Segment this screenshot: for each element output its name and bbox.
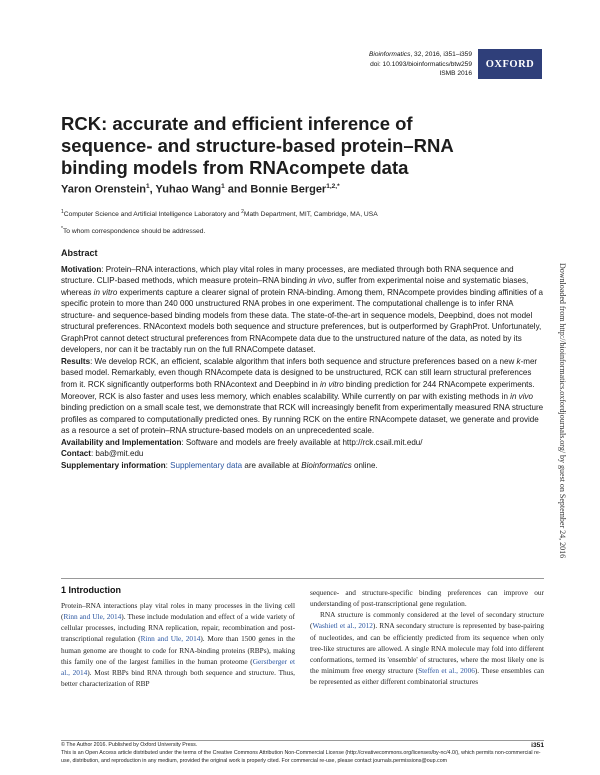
author-separator: and: [224, 183, 251, 196]
citation-link[interactable]: Rinn and Ule, 2014: [63, 612, 122, 622]
author-affiliation-mark: 1,2,*: [326, 183, 340, 190]
abstract-results: Results: We develop RCK, an efficient, scalable algorithm that infers both sequence and structure preferences based on a new k-mer based model. Remarkably, even though RNAcompete data is designed to be unstructured, RCK can still learn structural preferences from it. RCK significantly outperforms both RNAcontext and Deepbind in in vitro binding prediction for 244 RNAcompete experiments. Moreover, RCK is also faster and uses less memory, which enables scalability. While currently on par with existing methods in in vivo binding prediction on a small scale test, we demonstrate that RCK will increasingly benefit from experimentally measured RNA structure profiles as compared to computationally predicted ones. By running RCK on the entire RNAcompete dataset, we generate and provide as a resource a set of protein–RNA structure-based models on an unprecedented scale.: [61, 356, 544, 436]
body-column-left: [61, 600, 295, 689]
author-name: Yuhao Wang: [155, 183, 222, 196]
abstract-contact: Contact: bab@mit.edu: [61, 449, 144, 459]
abstract-motivation: Motivation: Protein–RNA interactions, which play vital roles in many processes, are mediated through both RNA sequence and structure. CLIP-based methods, which measure protein–RNA binding in vivo, suffer from experimental noise and systematic biases, whereas in vitro experiments capture a clearer signal of protein RNA-binding. Among them, RNAcompete provides binding affinities of a specific protein to more than 240 000 unstructured RNA probes in one experiment. The computational challenge is to infer RNA structure- and sequence-based binding models from these data. The state-of-the-art in sequence models, Deepbind, does not model structural preferences. RNAcontext models both sequence and structure preferences, but is outperformed by GraphProt. Unfortunately, GraphProt cannot detect structural preferences from RNAcompete data due to the unstructured nature of the data, as noted by its developers, nor can it be tractably run on the full RNACompete dataset.: [61, 264, 544, 355]
section-heading: 1 Introduction: [61, 585, 121, 595]
citation: Bioinformatics, 32, 2016, i351–i359: [368, 51, 472, 58]
section-divider: [61, 578, 544, 579]
author-list: [61, 183, 340, 196]
affiliation-text: Computer Science and Artificial Intelligence Laboratory and: [63, 211, 242, 219]
abstract-supplementary: Supplementary information: Supplementary data are available at Bioinformatics online.: [61, 460, 378, 470]
correspondence-mark: *: [61, 226, 63, 232]
affiliation-mark: 2: [241, 209, 244, 215]
abstract-heading: Abstract: [61, 248, 98, 258]
page-title: RCK: accurate and efficient inference of sequence- and structure-based protein–RNA binding models from RNAcompete data: [61, 113, 454, 178]
citation-link[interactable]: Steffen et al., 2006: [418, 666, 475, 676]
supplementary-data-link[interactable]: Supplementary data: [170, 460, 243, 470]
body-column-right: [310, 587, 544, 687]
journal-info: [272, 50, 472, 79]
citation-link[interactable]: Rinn and Ule, 2014: [140, 634, 201, 644]
author-affiliation-mark: 1: [145, 183, 150, 190]
affiliation: [61, 209, 378, 218]
author-separator: ,: [149, 183, 156, 196]
abstract-availability: Availability and Implementation: Software and models are freely available at http://rck.csail.mit.edu/: [61, 437, 423, 447]
body-paragraph: sequence- and structure-specific binding preferences can improve our understanding of post-transcriptional gene regulation.: [310, 588, 544, 609]
author-name: Bonnie Berger: [250, 183, 327, 196]
correspondence-text: To whom correspondence should be addressed.: [62, 228, 206, 236]
meeting: ISMB 2016: [439, 70, 472, 78]
citation-link[interactable]: Washietl et al., 2012: [312, 621, 373, 631]
body-paragraph: RNA structure is commonly considered at the level of secondary structure (Washietl et al., 2012). RNA secondary structure is represented by base-pairing of nucleotides, and can be efficiently predicted from its sequence when only tree-like structures are allowed. A single RNA molecule may fold into different conformations, termed its 'ensemble' of structures, where the most likely one is the minimum free energy structure (Steffen et al., 2006). These ensembles can be represented as either different combinatorial structures: [310, 610, 545, 687]
oxford-logo: OXFORD: [478, 49, 542, 79]
page-number: i351: [531, 742, 544, 749]
author-name: Yaron Orenstein: [61, 183, 146, 196]
abstract: [61, 248, 544, 471]
license-text: This is an Open Access article distributed under the terms of the Creative Commons Attribution Non-Commercial License (http://creativecommons.org/licenses/by-nc/4.0/), which permits non-commercial re-use, distribution, and reproduction in any medium, provided the original work is properly cited. For commercial re-use, please contact journals.permissions@oup.com: [61, 749, 541, 764]
footer-divider: [61, 740, 544, 741]
author-affiliation-mark: 1: [221, 183, 225, 190]
affiliation-text: Math Department, MIT, Cambridge, MA, USA: [243, 211, 378, 219]
copyright-text: © The Author 2016. Published by Oxford University Press.: [61, 742, 198, 748]
doi: doi: 10.1093/bioinformatics/btw259: [370, 60, 472, 68]
affiliation-mark: 1: [61, 209, 64, 215]
download-watermark: Downloaded from http://bioinformatics.oxfordjournals.org/ by guest on September 24, 2016: [558, 263, 567, 559]
body-paragraph: Protein–RNA interactions play vital roles in many processes in the living cell (Rinn and Ule, 2014). These include modulation and effect of a wide variety of cellular processes, including RNA replication, repair, recombination and post-transcriptional regulation (Rinn and Ule, 2014). More than 1500 genes in the human genome are thought to code for RNA-binding proteins (RBPs), making this family one of the largest families in the human proteome (Gerstberger et al., 2014). Most RBPs bind RNA through both sequence and structure. Thus, better characterization of RBP: [61, 601, 296, 689]
citation-link[interactable]: Gerstberger et al., 2014: [61, 656, 295, 677]
correspondence-note: [61, 226, 205, 235]
footer: [61, 742, 544, 766]
